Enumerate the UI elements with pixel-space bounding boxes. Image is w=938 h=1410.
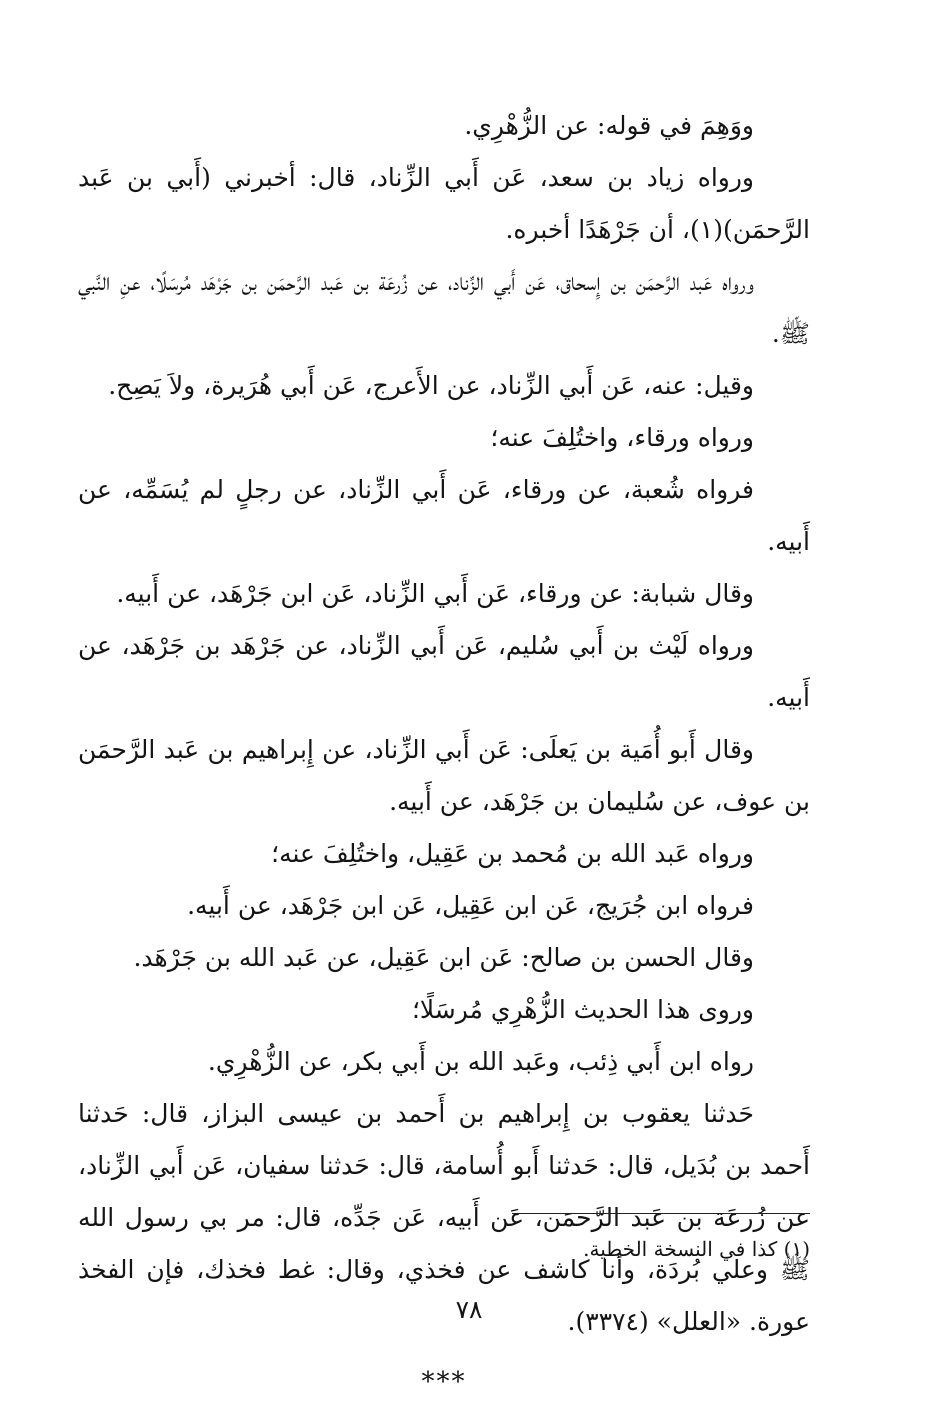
paragraph: ووَهِمَ في قوله: عن الزُّهْرِي. — [464, 111, 754, 140]
paragraph: رواه ابن أَبي ذِئب، وعَبد الله بن أَبي بكر، عن الزُّهْرِي. — [207, 1047, 754, 1076]
paragraph: وقال أَبو أُمَية بن يَعلَى: عَن أَبي الزِّناد، عن إِبراهيم بن عَبد الرَّحمَن بن عوف، عن سُليمان بن جَرْهَد، عن أَبيه. — [78, 735, 810, 816]
paragraph: ورواه زياد بن سعد، عَن أَبي الزِّناد، قال: أخبرني (أَبي بن عَبد الرَّحمَن)(١)، أن جَرْهَدًا أخبره. — [78, 163, 810, 244]
paragraph: وقال شبابة: عن ورقاء، عَن أَبي الزِّناد، عَن ابن جَرْهَد، عن أَبيه. — [116, 579, 754, 608]
paragraph: ورواه عَبد الرَّحمَن بن إِسحاق، عَن أَبي الزِّناد، عن زُرعَة بن عَبد الرَّحمَن بن جَرْهَد مُرسَلًا، عنِ النَّبي ﷺ. — [78, 267, 810, 348]
paragraph: وقيل: عنه، عَن أَبي الزِّناد، عن الأَعرج، عَن أَبي هُرَيرة، ولاَ يَصِح. — [108, 371, 754, 400]
section-divider: *** — [421, 1367, 467, 1397]
paragraph: ورواه ورقاء، واختُلِفَ عنه؛ — [490, 423, 754, 452]
page-number: ٧٨ — [455, 1295, 483, 1324]
paragraph: وروى هذا الحديث الزُّهْرِي مُرسَلًا؛ — [411, 995, 754, 1024]
paragraph: ورواه عَبد الله بن مُحمد بن عَقِيل، واختُلِفَ عنه؛ — [271, 839, 754, 868]
paragraph: فرواه ابن جُرَيج، عَن ابن عَقِيل، عَن ابن جَرْهَد، عن أَبيه. — [187, 891, 754, 920]
footnote: (١) كذا في النسخة الخطية. — [583, 1237, 810, 1261]
footnote-separator — [512, 1213, 810, 1214]
paragraph: حَدثنا يعقوب بن إِبراهيم بن أَحمد بن عيسى البزاز، قال: حَدثنا أَحمد بن بُدَيل، قال: حَدثنا أَبو أُسامة، قال: حَدثنا سفيان، عَن أَبي الزِّناد، عن زُرعَة بن عَبد الرَّحمَن، عَن أَبيه، عَن جَدِّه، قال: مر بي رسول الله ﷺ وعلي بُردَة، وأنا كاشف عن فخذي، وقال: غط فخذك، فإن الفخذ عورة. «العلل» (٣٣٧٤). — [78, 1099, 810, 1336]
paragraph: فرواه شُعبة، عن ورقاء، عَن أَبي الزِّناد، عن رجلٍ لم يُسَمِّه، عن أَبيه. — [78, 475, 810, 556]
paragraph: ورواه لَيْث بن أَبي سُليم، عَن أَبي الزِّناد، عن جَرْهَد بن جَرْهَد، عن أَبيه. — [78, 631, 810, 712]
paragraph: وقال الحسن بن صالح: عَن ابن عَقِيل، عن عَبد الله بن جَرْهَد. — [133, 943, 754, 972]
footnotes — [78, 1232, 810, 1266]
